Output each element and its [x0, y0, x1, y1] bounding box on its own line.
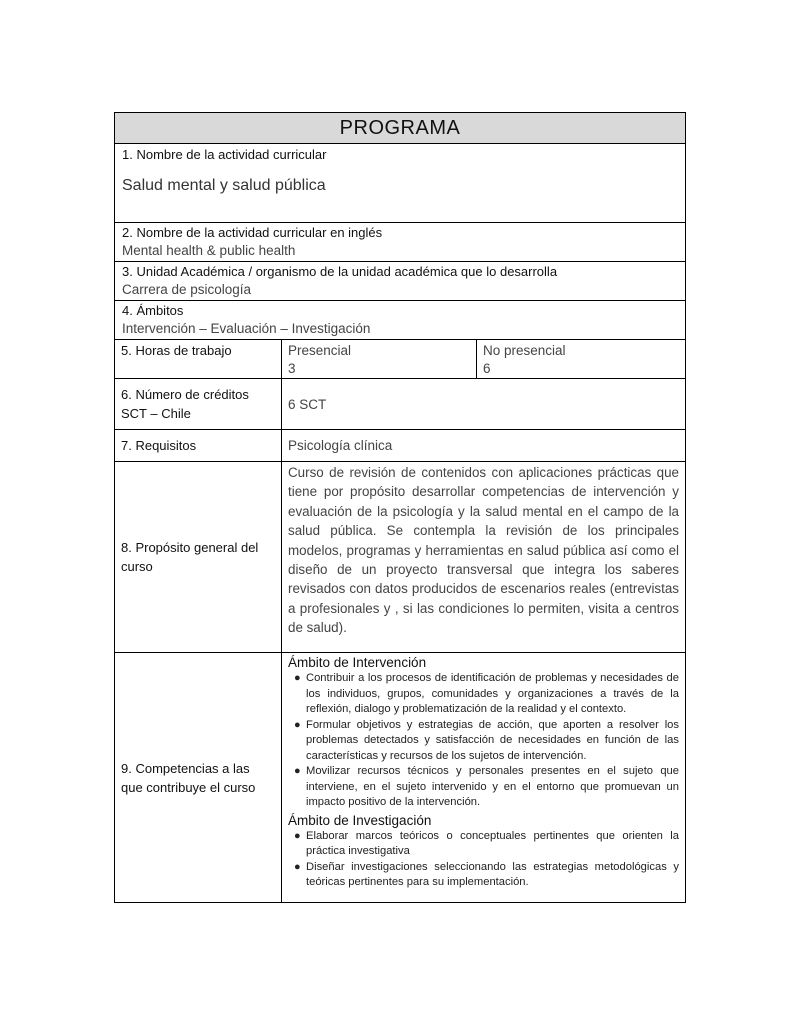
list-item: ● Formular objetivos y estrategias de acción, que aporten a resolver los problemas detectados y satisfacción de necesidades en función de las características y recursos de los sujetos de intervención. — [294, 718, 679, 762]
ambito-intervencion-list — [288, 671, 679, 811]
no-presencial-label: No presencial — [483, 343, 566, 358]
section-8-label-line1: 8. Propósito general del — [121, 540, 259, 555]
section-6 — [115, 378, 685, 429]
section-9 — [115, 652, 685, 902]
section-4 — [115, 300, 685, 339]
bullet-icon: ● — [294, 672, 301, 684]
section-3-label: 3. Unidad Académica / organismo de la unidad académica que lo desarrolla — [122, 264, 558, 279]
section-3 — [115, 261, 685, 300]
bullet-icon: ● — [294, 860, 301, 873]
section-6-label-line1: 6. Número de créditos — [121, 387, 249, 402]
section-7 — [115, 429, 685, 461]
section-8-label-line2: curso — [121, 559, 153, 574]
ambito-investigacion-list — [288, 829, 679, 891]
section-1 — [115, 143, 685, 222]
list-item: ● Elaborar marcos teóricos o conceptuales pertinentes que orienten la práctica investigativa — [294, 829, 679, 857]
presencial-cell — [282, 340, 477, 378]
presencial-value: 3 — [288, 361, 296, 376]
section-8 — [115, 461, 685, 652]
section-5 — [115, 339, 685, 378]
ambito-intervencion-title: Ámbito de Intervención — [288, 655, 427, 670]
list-item: ● Contribuir a los procesos de identificación de problemas y necesidades de los individuos, grupos, comunidades y organizaciones a través de la reflexión, dialogo y problematización de la realidad y el contexto. — [294, 672, 679, 715]
section-1-value: Salud mental y salud pública — [122, 177, 326, 194]
no-presencial-value: 6 — [483, 361, 491, 376]
section-2-value: Mental health & public health — [122, 243, 296, 258]
list-item: ● Movilizar recursos técnicos y personales presentes en el sujeto que interviene, en el sujeto intervenido y en el entorno que promuevan un impacto positivo de la intervención. — [294, 765, 679, 808]
section-1-label: 1. Nombre de la actividad curricular — [122, 147, 327, 162]
section-7-label: 7. Requisitos — [115, 430, 282, 461]
ambito-investigacion-title: Ámbito de Investigación — [288, 812, 432, 828]
section-8-value: Curso de revisión de contenidos con aplicaciones prácticas que tiene por propósito desarrollar competencias de intervención y evaluación de la psicología y la salud mental en el campo de la salud pública. Se contempla la revisión de los principales modelos, programas y herramientas en salud pública así como el diseño de un proyecto transversal que integra los saberes revisados con datos producidos de escenarios reales (entrevistas a profesionales y , si las condiciones lo permiten, visita a centros de salud). — [288, 465, 679, 636]
section-6-label-line2: SCT – Chile — [121, 406, 191, 421]
section-9-label — [115, 653, 282, 902]
section-9-content — [282, 653, 685, 902]
table-title: PROGRAMA — [115, 113, 685, 143]
section-6-value: 6 SCT — [288, 396, 327, 412]
section-4-value: Intervención – Evaluación – Investigación — [122, 321, 371, 336]
section-7-value: Psicología clínica — [288, 438, 393, 453]
section-4-label: 4. Ámbitos — [122, 303, 184, 318]
bullet-icon: ● — [294, 829, 301, 842]
section-5-label: 5. Horas de trabajo — [115, 340, 282, 378]
section-2 — [115, 222, 685, 261]
list-item: ● Diseñar investigaciones seleccionando las estrategias metodológicas y teóricas pertinentes para su implementación. — [294, 860, 679, 888]
section-2-label: 2. Nombre de la actividad curricular en inglés — [122, 225, 383, 240]
section-6-label — [115, 379, 282, 429]
section-3-value: Carrera de psicología — [122, 282, 252, 297]
section-9-label-line2: que contribuye el curso — [121, 779, 256, 795]
bullet-icon: ● — [294, 765, 301, 777]
no-presencial-cell — [477, 340, 685, 378]
bullet-icon: ● — [294, 718, 301, 731]
section-8-label — [115, 462, 282, 652]
section-9-label-line1: 9. Competencias a las — [121, 760, 250, 776]
presencial-label: Presencial — [288, 343, 352, 358]
program-table — [114, 112, 686, 903]
